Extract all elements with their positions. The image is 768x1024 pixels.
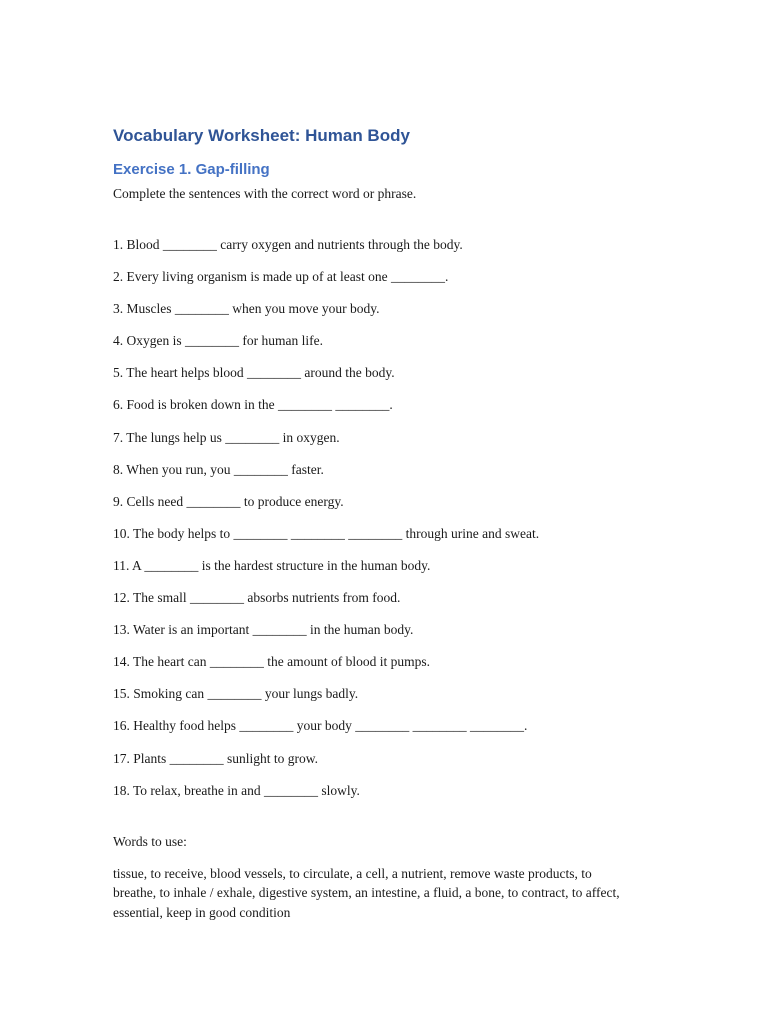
word-bank-label: Words to use: xyxy=(113,833,187,849)
instruction-text: Complete the sentences with the correct word or phrase. xyxy=(113,186,417,201)
question-item: 17. Plants ________ sunlight to grow. xyxy=(113,750,319,766)
question-item: 7. The lungs help us ________ in oxygen. xyxy=(113,429,340,445)
question-item: 3. Muscles ________ when you move your body. xyxy=(113,301,380,317)
question-list xyxy=(113,235,643,813)
question-item: 4. Oxygen is ________ for human life. xyxy=(113,333,323,349)
question-item: 18. To relax, breathe in and ________ slowly. xyxy=(113,782,360,798)
question-item: 12. The small ________ absorbs nutrients from food. xyxy=(113,590,401,606)
page-title: Vocabulary Worksheet: Human Body xyxy=(113,126,410,145)
question-item: 5. The heart helps blood ________ around the body. xyxy=(113,365,395,381)
word-bank-list: tissue, to receive, blood vessels, to circulate, a cell, a nutrient, remove waste products, to breathe, to inhale / exhale, digestive system, an intestine, a fluid, a bone, to contract, to affect, essential, keep in good condition xyxy=(113,865,620,920)
question-item: 2. Every living organism is made up of at least one ________. xyxy=(113,269,449,285)
worksheet-page xyxy=(113,124,643,922)
question-item: 10. The body helps to ________ ________ ________ through urine and sweat. xyxy=(113,525,540,541)
question-item: 14. The heart can ________ the amount of blood it pumps. xyxy=(113,654,430,670)
question-item: 9. Cells need ________ to produce energy. xyxy=(113,493,344,509)
question-item: 1. Blood ________ carry oxygen and nutrients through the body. xyxy=(113,237,463,252)
question-item: 11. A ________ is the hardest structure in the human body. xyxy=(113,557,431,573)
question-item: 13. Water is an important ________ in the human body. xyxy=(113,622,414,638)
question-item: 6. Food is broken down in the ________ ________. xyxy=(113,397,393,413)
question-item: 16. Healthy food helps ________ your body ________ ________ ________. xyxy=(113,718,528,734)
exercise-title: Exercise 1. Gap-filling xyxy=(113,161,270,178)
question-item: 8. When you run, you ________ faster. xyxy=(113,461,324,477)
question-item: 15. Smoking can ________ your lungs badly. xyxy=(113,686,359,702)
